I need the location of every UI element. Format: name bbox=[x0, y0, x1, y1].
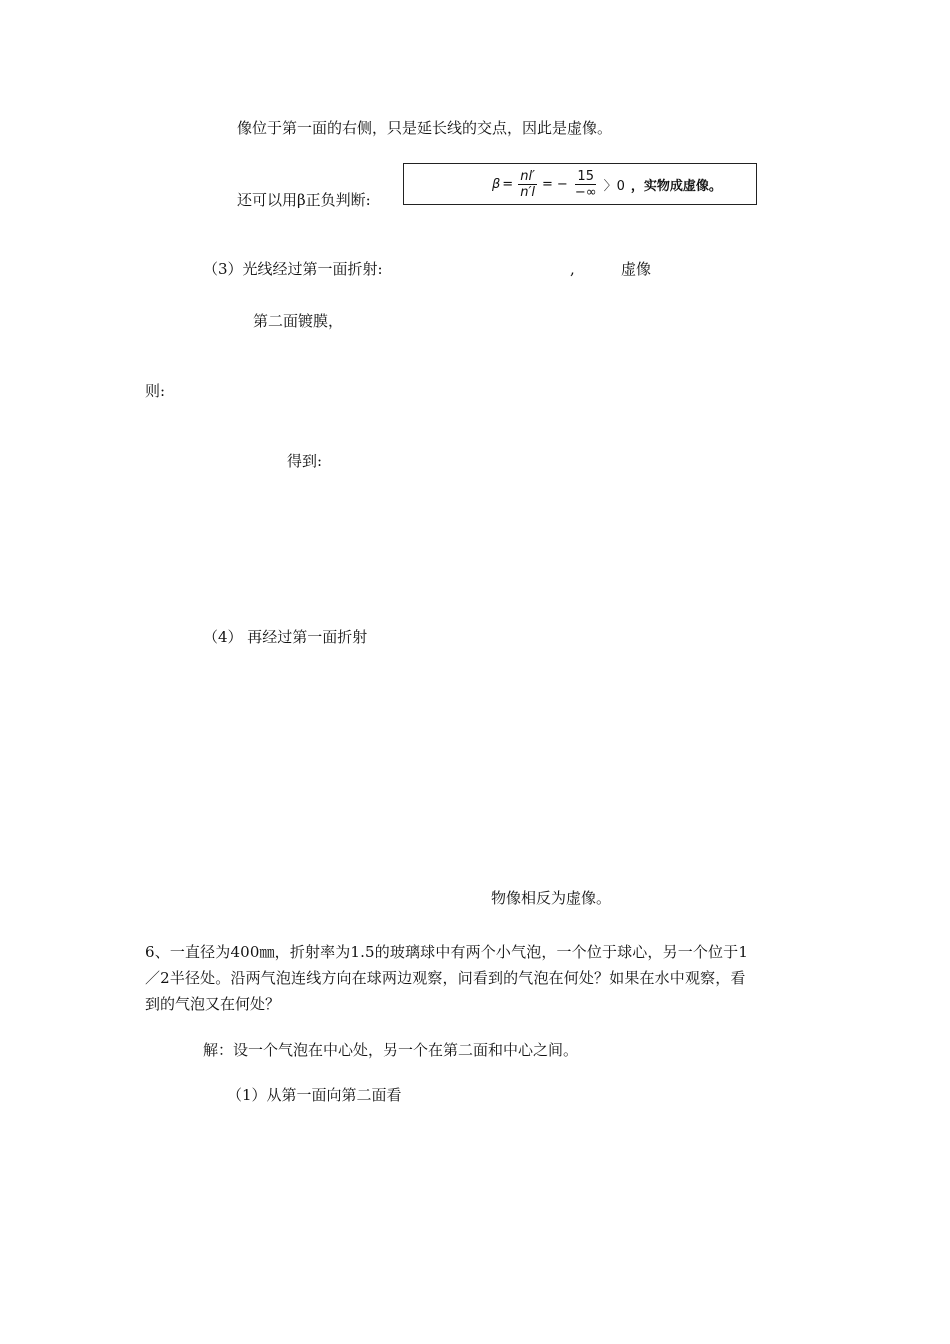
problem-6-line-1: 6、一直径为400㎜，折射率为1.5的玻璃球中有两个小气泡，一个位于球心，另一个位于1 bbox=[145, 943, 749, 961]
formula-equals-2: = bbox=[542, 176, 553, 192]
text-line-beta-sign-judgement: 还可以用β正负判断: bbox=[237, 191, 371, 209]
text-line-then: 则: bbox=[145, 382, 166, 400]
formula-fraction-infinity-denominator: −∞ bbox=[574, 184, 597, 200]
formula-greater-than-zero: 〉0 bbox=[603, 178, 625, 194]
text-step3-comma: , bbox=[570, 260, 575, 278]
problem-6-line-2: ／2半径处。沿两气泡连线方向在球两边观察，问看到的气泡在何处？如果在水中观察，看 bbox=[145, 969, 746, 987]
text-line-second-surface-coated: 第二面镀膜， bbox=[253, 312, 344, 330]
formula-conclusion: ，实物成虚像。 bbox=[630, 178, 722, 194]
solution-intro: 解：设一个气泡在中心处，另一个在第二面和中心之间。 bbox=[203, 1041, 579, 1059]
text-line-step4-refraction-again: （4） 再经过第一面折射 bbox=[203, 628, 368, 646]
problem-6-line-3: 到的气泡又在何处？ bbox=[145, 995, 281, 1013]
formula-beta: β bbox=[492, 176, 501, 192]
formula-fraction-nl bbox=[518, 169, 537, 200]
text-step3-virtual-image: 虚像 bbox=[621, 260, 652, 278]
formula-fraction-15-numerator: 15 bbox=[577, 168, 594, 184]
formula-equals: = bbox=[502, 176, 514, 192]
text-line-virtual-image-explanation: 像位于第一面的右侧，只是延长线的交点，因此是虚像。 bbox=[237, 119, 613, 137]
formula-box bbox=[403, 163, 757, 205]
solution-step-1: （1）从第一面向第二面看 bbox=[227, 1086, 402, 1104]
formula-fraction-nl-denominator: n′l bbox=[520, 184, 536, 200]
formula-fraction-15-infinity bbox=[573, 169, 599, 200]
beta-formula bbox=[492, 166, 722, 202]
text-line-obtain: 得到: bbox=[287, 452, 323, 470]
text-line-step3-first-refraction: （3）光线经过第一面折射: bbox=[203, 260, 383, 278]
formula-minus: − bbox=[556, 176, 568, 192]
formula-fraction-nl-numerator: nl′ bbox=[520, 168, 536, 184]
text-line-object-image-opposite: 物像相反为虚像。 bbox=[491, 889, 612, 907]
